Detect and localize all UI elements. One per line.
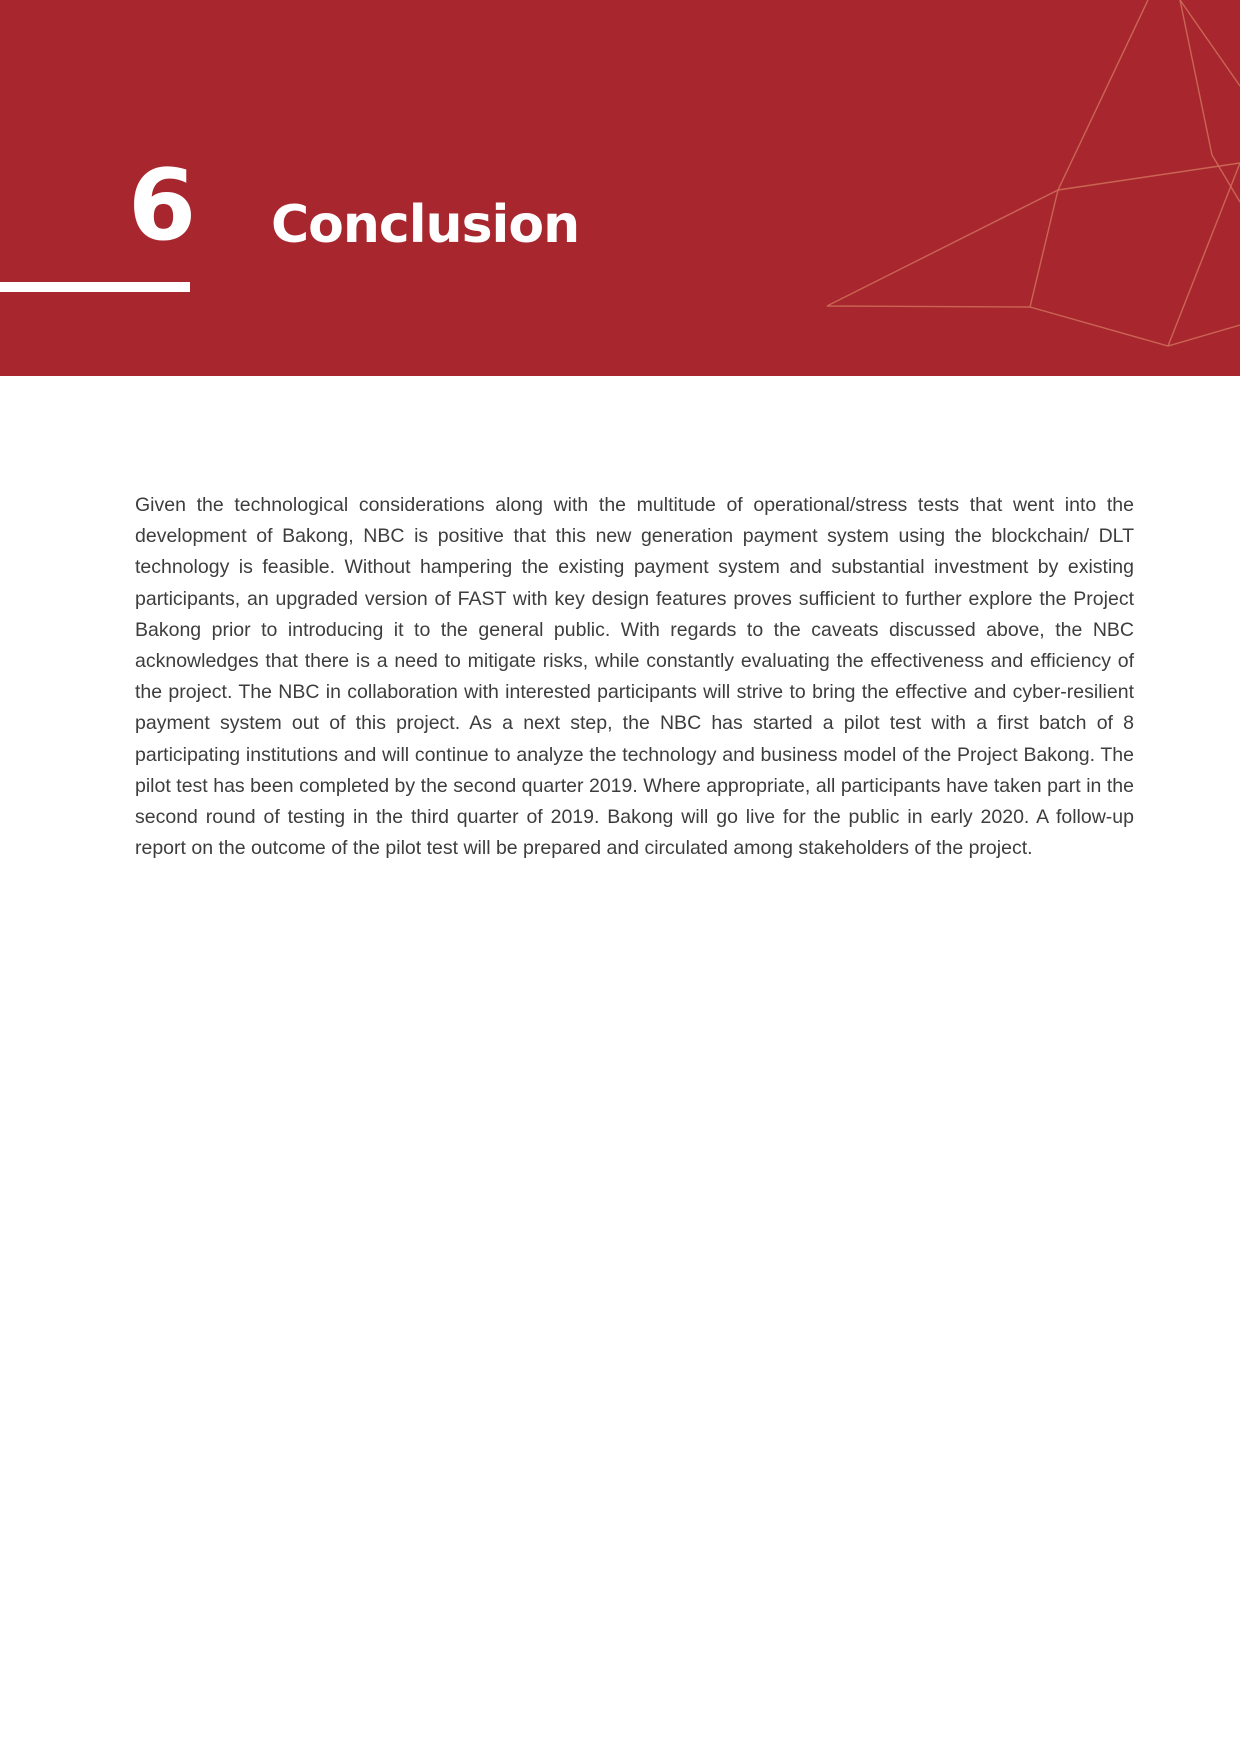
conclusion-paragraph: Given the technological considerations along with the multitude of operational/stress tests that went into the development of Bakong, NBC is positive that this new generation payment system using the blockchain/ DLT technology is feasible. Without hampering the existing payment system and substantial investment by existing participants, an upgraded version of FAST with key design features proves sufficient to further explore the Project Bakong prior to introducing it to the general public. With regards to the caveats discussed above, the NBC acknowledges that there is a need to mitigate risks, while constantly evaluating the effectiveness and efficiency of the project. The NBC in collaboration with interested participants will strive to bring the effective and cyber-resilient payment system out of this project. As a next step, the NBC has started a pilot test with a first batch of 8 participating institutions and will continue to analyze the technology and business model of the Project Bakong. The pilot test has been completed by the second quarter 2019. Where appropriate, all participants have taken part in the second round of testing in the third quarter of 2019. Bakong will go live for the public in early 2020. A follow-up report on the outcome of the pilot test will be prepared and circulated among stakeholders of the project. <box>135 494 1134 860</box>
chapter-header-banner <box>0 0 1240 376</box>
chapter-title: Conclusion <box>271 195 580 255</box>
chapter-number: 6 <box>128 149 195 263</box>
chapter-number-underline <box>0 282 190 292</box>
